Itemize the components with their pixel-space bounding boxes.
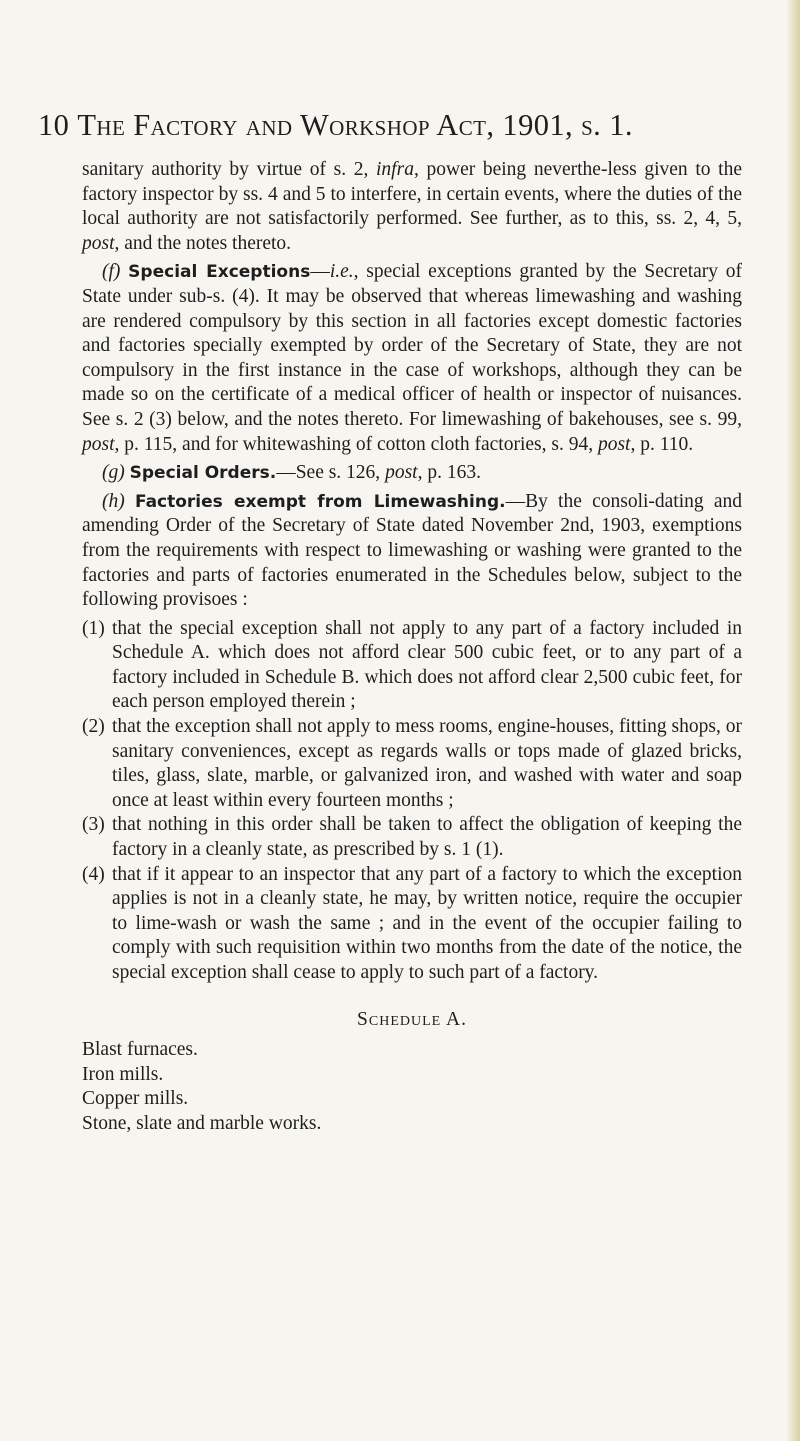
page-number: 10 — [38, 108, 70, 142]
note-heading: Factories exempt from Limewashing. — [134, 491, 506, 512]
proviso-number: (1) — [82, 617, 105, 639]
text-run: , special exceptions granted by the Secretary of State under sub-s. (4). It may be observed that whereas limewashing and washing are rendered compulsory by this section in all factories except domestic factories and factories specially exempted by order of the Secretary of State, they are not compulsory in the first instance in the case of workshops, although they can be made so on the certificate of a medical officer of health or inspector of nuisances. See s. 2 (3) below, and the notes thereto. For limewashing of bakehouses, see s. 99, — [82, 261, 743, 430]
text-run: , p. 115, and for whitewashing of cotton cloth factories, s. 94, — [114, 433, 598, 455]
schedule-item: Copper mills. — [82, 1088, 189, 1110]
proviso-text: that the special exception shall not apply to any part of a factory included in Schedule A. which does not afford clear 500 cubic feet, or to any part of a factory included in Schedule B. which does not afford clear 2,500 cubic feet, for each person employed therein ; — [112, 617, 742, 713]
italic-run: i.e. — [329, 261, 354, 283]
note-heading: Special Exceptions — [128, 262, 311, 283]
proviso-text: that nothing in this order shall be taken to affect the obligation of keeping the factory in a cleanly state, as prescribed by s. 1 (1). — [112, 814, 742, 861]
text-run: , p. 110. — [630, 433, 694, 455]
text-run: —See s. 126, — [276, 462, 386, 484]
proviso-text: that if it appear to an inspector that any part of a factory to which the exception applies is not in a cleanly state, he may, by written notice, require the occupier to lime-wash or wash the same ; and in the event of the occupier failing to comply with such requisition within two months from the date of the notice, the special exception shall cease to apply to such part of a factory. — [112, 863, 742, 983]
text-run: , p. 163. — [417, 462, 481, 484]
proviso-item — [82, 813, 742, 862]
schedule-item: Stone, slate and marble works. — [82, 1112, 322, 1134]
italic-run: post — [597, 433, 631, 455]
text-run: — — [310, 261, 330, 283]
page-edge — [786, 0, 800, 1441]
note-g — [82, 461, 742, 486]
proviso-item — [82, 715, 742, 813]
running-title: The Factory and Workshop Act, 1901, s. 1. — [77, 108, 633, 142]
proviso-text: that the exception shall not apply to mess rooms, engine-houses, fitting shops, or sanitary conveniences, except as regards walls or tops made of glazed bricks, tiles, glass, slate, marble, or galvanized iron, and washed with water and soap once at least within every fourteen months ; — [112, 716, 742, 811]
text-run: , power being neverthe-less given to the factory inspector by ss. 4 and 5 to interfere, in certain events, where the duties of the local authority are not satisfactorily performed. See further, as to this, ss. 2, 4, 5, — [82, 159, 742, 230]
schedule-a-list — [82, 1038, 742, 1136]
note-f — [82, 260, 742, 457]
note-h — [82, 490, 742, 613]
italic-run: post — [82, 433, 115, 455]
schedule-item: Blast furnaces. — [82, 1039, 198, 1061]
italic-run: infra — [376, 159, 414, 180]
italic-run: post — [82, 232, 115, 254]
paragraph-continuation — [82, 158, 742, 256]
proviso-number: (3) — [82, 814, 105, 836]
text-run: , and the notes thereto. — [114, 232, 292, 254]
italic-run: post — [385, 462, 418, 484]
text-run: sanitary authority by virtue of s. 2, — [82, 159, 377, 180]
text-run: —By the consoli-dating and amending Order of the Secretary of State dated November 2nd, 1903, exemptions from the requirements with respect to limewashing or washing were granted to the factories and parts of factories enumerated in the Schedules below, subject to the following provisoes : — [82, 490, 742, 611]
proviso-item — [82, 863, 742, 986]
running-head — [38, 108, 633, 143]
body-text — [82, 158, 742, 1137]
note-heading: Special Orders. — [129, 463, 277, 484]
provisoes-list — [82, 617, 742, 986]
proviso-item — [82, 617, 742, 715]
note-label: (h) — [102, 490, 125, 512]
proviso-number: (2) — [82, 716, 105, 738]
proviso-number: (4) — [82, 863, 105, 885]
schedule-a-title: Schedule A. — [357, 1008, 467, 1030]
note-label: (g) — [102, 462, 125, 484]
note-label: (f) — [102, 261, 121, 283]
schedule-item: Iron mills. — [82, 1063, 164, 1085]
